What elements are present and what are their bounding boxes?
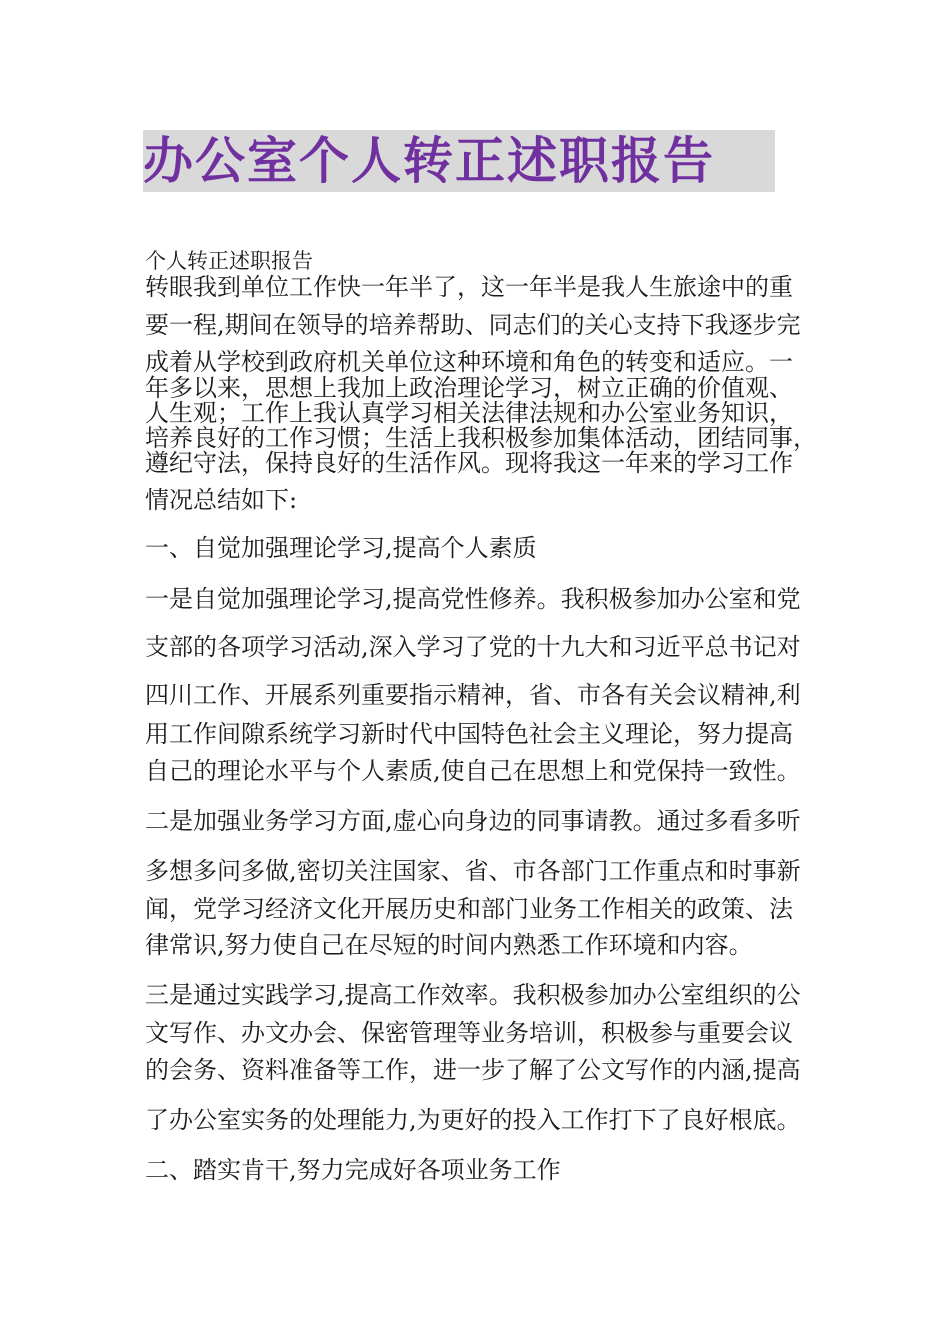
subtitle: 个人转正述职报告	[145, 249, 313, 273]
title-highlight	[143, 130, 775, 192]
section-heading: 一、自觉加强理论学习,提高个人素质	[145, 534, 537, 562]
paragraph-line: 一是自觉加强理论学习,提高党性修养。我积极参加办公室和党	[145, 585, 801, 613]
paragraph-line: 成着从学校到政府机关单位这种环境和角色的转变和适应。一	[145, 348, 793, 376]
paragraph-line: 培养良好的工作习惯；生活上我积极参加集体活动，团结同事，	[145, 424, 817, 452]
paragraph-line: 人生观；工作上我认真学习相关法律法规和办公室业务知识，	[145, 399, 793, 427]
document-title: 办公室个人转正述职报告	[143, 132, 715, 190]
section-heading: 二、踏实肯干,努力完成好各项业务工作	[145, 1156, 561, 1184]
paragraph-line: 遵纪守法，保持良好的生活作风。现将我这一年来的学习工作	[145, 449, 793, 477]
paragraph-line: 二是加强业务学习方面,虚心向身边的同事请教。通过多看多听	[145, 807, 801, 835]
paragraph-line: 用工作间隙系统学习新时代中国特色社会主义理论，努力提高	[145, 720, 793, 748]
paragraph-line: 三是通过实践学习,提高工作效率。我积极参加办公室组织的公	[145, 981, 801, 1009]
paragraph-line: 了办公室实务的处理能力,为更好的投入工作打下了良好根底。	[145, 1106, 801, 1134]
paragraph-line: 多想多问多做,密切关注国家、省、市各部门工作重点和时事新	[145, 857, 801, 885]
paragraph-line: 闻，党学习经济文化开展历史和部门业务工作相关的政策、法	[145, 895, 793, 923]
paragraph-line: 自己的理论水平与个人素质,使自己在思想上和党保持一致性。	[145, 757, 801, 785]
paragraph-line: 年多以来，思想上我加上政治理论学习，树立正确的价值观、	[145, 374, 793, 402]
paragraph-line: 四川工作、开展系列重要指示精神，省、市各有关会议精神,利	[145, 681, 801, 709]
paragraph-line: 文写作、办文办会、保密管理等业务培训，积极参与重要会议	[145, 1019, 793, 1047]
paragraph-line: 转眼我到单位工作快一年半了，这一年半是我人生旅途中的重	[145, 273, 793, 301]
paragraph-line: 的会务、资料准备等工作，进一步了解了公文写作的内涵,提高	[145, 1056, 801, 1084]
paragraph-line: 情况总结如下:	[145, 486, 298, 514]
paragraph-line: 要一程,期间在领导的培养帮助、同志们的关心支持下我逐步完	[145, 311, 801, 339]
paragraph-line: 律常识,努力使自己在尽短的时间内熟悉工作环境和内容。	[145, 931, 753, 959]
paragraph-line: 支部的各项学习活动,深入学习了党的十九大和习近平总书记对	[145, 633, 801, 661]
